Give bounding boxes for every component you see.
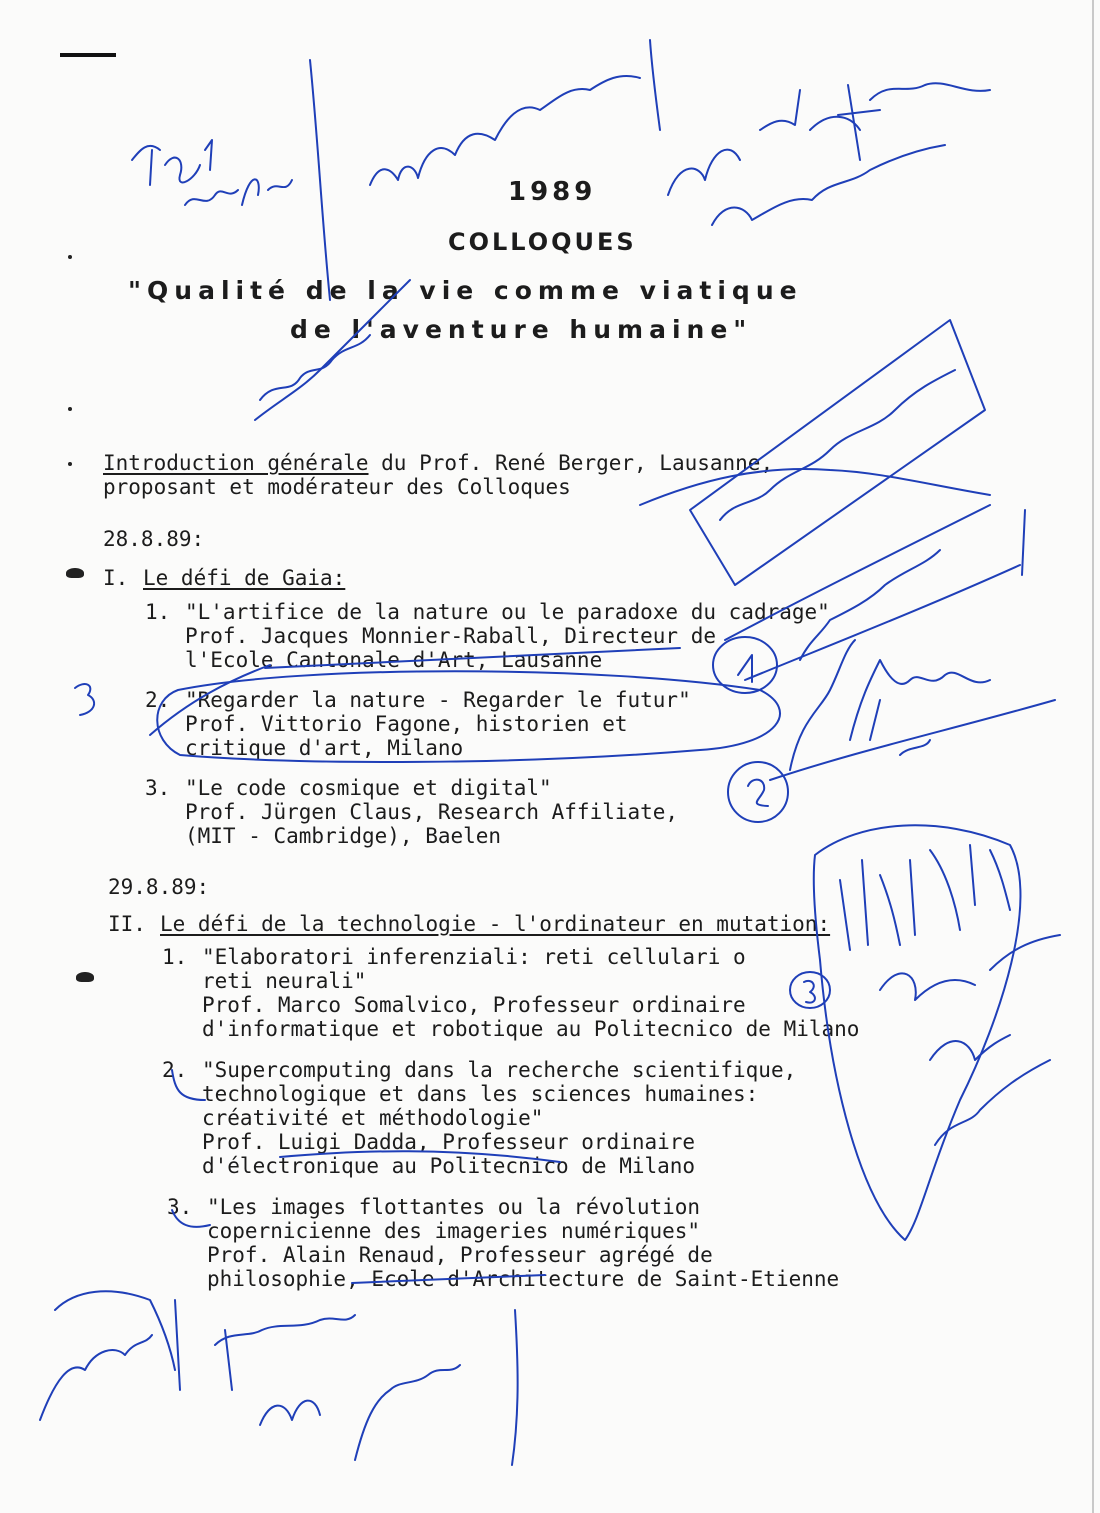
day2-talk2-number: 2. — [162, 1058, 188, 1082]
intro-line2: proposant et modérateur des Colloques — [103, 475, 571, 499]
day1-talk1-line2: Prof. Jacques Monnier-Raball, Directeur de — [185, 624, 717, 648]
day1-talk2-line3: critique d'art, Milano — [185, 736, 464, 760]
day1-talk1-line3: l'Ecole Cantonale d'Art, Lausanne — [185, 648, 603, 672]
intro-label: Introduction générale — [103, 451, 369, 475]
day1-date: 28.8.89: — [103, 527, 205, 551]
day2-section-number: II. — [108, 912, 146, 936]
margin-dot — [68, 407, 72, 411]
page-edge — [1092, 0, 1094, 1513]
intro-line1 — [103, 451, 773, 475]
document-title-line2: de l'aventure humaine" — [290, 315, 753, 344]
day2-talk3-line3: Prof. Alain Renaud, Professeur agrégé de — [207, 1243, 713, 1267]
punch-hole — [66, 568, 84, 578]
day2-talk2-line3: créativité et méthodologie" — [202, 1106, 544, 1130]
day2-section-title: Le défi de la technologie - l'ordinateur en mutation: — [160, 912, 831, 936]
day2-talk1-line3: Prof. Marco Somalvico, Professeur ordinaire — [202, 993, 746, 1017]
punch-hole — [76, 972, 94, 982]
day2-talk2-line5: d'électronique au Politecnico de Milano — [202, 1154, 696, 1178]
day2-talk2-line1: "Supercomputing dans la recherche scientifique, — [202, 1058, 797, 1082]
day1-section-number: I. — [103, 566, 129, 590]
day2-talk2-line4: Prof. Luigi Dadda, Professeur ordinaire — [202, 1130, 696, 1154]
day2-date: 29.8.89: — [108, 875, 210, 899]
day2-talk1-line4: d'informatique et robotique au Politecnico de Milano — [202, 1017, 860, 1041]
day2-talk3-line2: copernicienne des imageries numériques" — [207, 1219, 701, 1243]
margin-dot — [68, 255, 72, 259]
year: 1989 — [508, 177, 597, 207]
margin-dot — [68, 462, 72, 466]
day1-talk3-line2: Prof. Jürgen Claus, Research Affiliate, — [185, 800, 679, 824]
margin-dash — [60, 53, 116, 57]
day2-talk1-number: 1. — [162, 945, 188, 969]
event-title: COLLOQUES — [448, 228, 637, 256]
day1-talk1-number: 1. — [145, 600, 171, 624]
document-title-line1: "Qualité de la vie comme viatique — [128, 276, 803, 305]
day1-section-title: Le défi de Gaia: — [143, 566, 346, 590]
day1-talk2-line2: Prof. Vittorio Fagone, historien et — [185, 712, 628, 736]
day2-talk1-line1: "Elaboratori inferenziali: reti cellulari o — [202, 945, 746, 969]
day2-talk3-line1: "Les images flottantes ou la révolution — [207, 1195, 701, 1219]
day1-talk1-line1: "L'artifice de la nature ou le paradoxe du cadrage" — [185, 600, 830, 624]
day1-talk3-line1: "Le code cosmique et digital" — [185, 776, 552, 800]
day2-talk3-line4: philosophie, Ecole d'Architecture de Saint-Etienne — [207, 1267, 840, 1291]
day1-talk3-number: 3. — [145, 776, 171, 800]
day1-talk2-line1: "Regarder la nature - Regarder le futur" — [185, 688, 691, 712]
day2-talk1-line2: reti neurali" — [202, 969, 367, 993]
day1-talk3-line3: (MIT - Cambridge), Baelen — [185, 824, 502, 848]
intro-rest: du Prof. René Berger, Lausanne, — [368, 451, 774, 475]
day2-talk3-number: 3. — [167, 1195, 193, 1219]
day2-talk2-line2: technologique et dans les sciences humaines: — [202, 1082, 759, 1106]
day1-talk2-number: 2. — [145, 688, 171, 712]
